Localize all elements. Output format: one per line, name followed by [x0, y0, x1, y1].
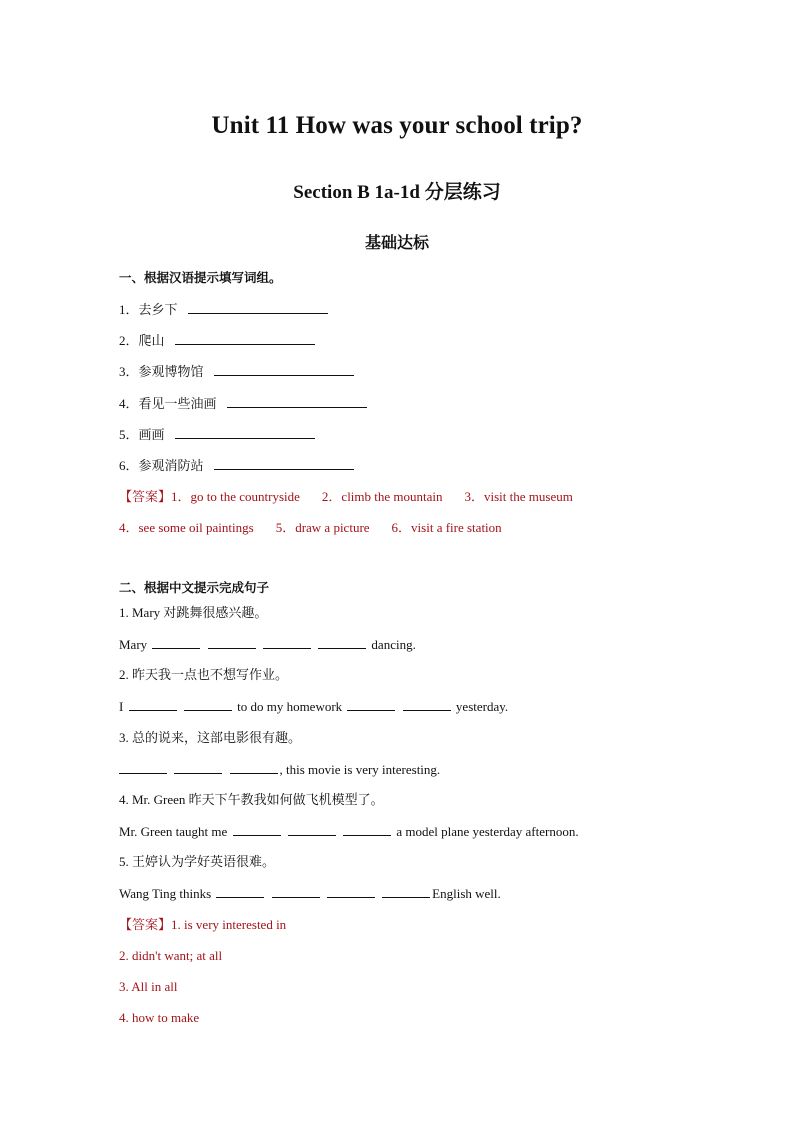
item-prompt: 参观消防站 — [138, 458, 204, 473]
list-item — [119, 332, 315, 349]
answer-text: 1．go to the countryside — [171, 489, 300, 504]
part1-answers-row1 — [119, 489, 573, 505]
answer-tag: 【答案】 — [119, 917, 172, 932]
answer-text: 1. is very interested in — [171, 917, 287, 932]
part2-heading: 二、根据中文提示完成句子 — [119, 581, 270, 595]
answer-blank[interactable] — [327, 885, 375, 898]
answer-tag: 【答案】 — [119, 489, 172, 504]
sentence-prompt: 5. 王婷认为学好英语很难。 — [119, 854, 276, 869]
answer-text: 5．draw a picture — [275, 520, 370, 535]
answer-blank[interactable] — [129, 698, 177, 711]
item-prompt: 参观博物馆 — [138, 364, 204, 379]
answer-blank[interactable] — [347, 698, 395, 711]
part2-answer-2: 2. didn't want; at all — [119, 948, 223, 963]
section-subtitle: Section B 1a-1d 分层练习 — [293, 182, 501, 203]
answer-blank[interactable] — [227, 395, 367, 408]
answer-blank[interactable] — [174, 761, 222, 774]
answer-blank[interactable] — [175, 426, 315, 439]
answer-blank[interactable] — [184, 698, 232, 711]
part1-answers-row2 — [119, 520, 502, 536]
item-prompt: 去乡下 — [138, 302, 178, 317]
sentence-line — [119, 698, 508, 715]
sentence-line — [119, 761, 440, 778]
item-number: 6． — [119, 458, 139, 473]
answer-text: 3．visit the museum — [464, 489, 573, 504]
answer-blank[interactable] — [403, 698, 451, 711]
sentence-text: Mary — [119, 637, 148, 652]
sentence-text: , this movie is very interesting. — [279, 762, 441, 777]
sentence-text: yesterday. — [455, 699, 509, 714]
sentence-text: Mr. Green taught me — [119, 824, 228, 839]
answer-blank[interactable] — [230, 761, 278, 774]
sentence-text: Wang Ting thinks — [119, 886, 212, 901]
answer-blank[interactable] — [288, 823, 336, 836]
answer-blank[interactable] — [318, 636, 366, 649]
page-title: Unit 11 How was your school trip? — [211, 112, 583, 139]
sentence-text: to do my homework — [237, 699, 343, 714]
sentence-prompt: 1. Mary 对跳舞很感兴趣。 — [119, 605, 268, 620]
item-prompt: 画画 — [138, 427, 165, 442]
part2-answer-1 — [119, 917, 286, 933]
answer-blank[interactable] — [272, 885, 320, 898]
item-number: 4． — [119, 396, 139, 411]
answer-blank[interactable] — [233, 823, 281, 836]
answer-blank[interactable] — [382, 885, 430, 898]
item-prompt: 看见一些油画 — [138, 396, 217, 411]
answer-blank[interactable] — [216, 885, 264, 898]
sentence-line — [119, 636, 416, 653]
sentence-prompt: 2. 昨天我一点也不想写作业。 — [119, 667, 289, 682]
answer-blank[interactable] — [119, 761, 167, 774]
sentence-text: a model plane yesterday afternoon. — [396, 824, 579, 839]
part2-answer-4: 4. how to make — [119, 1010, 200, 1025]
item-prompt: 爬山 — [138, 333, 165, 348]
sentence-text: English well. — [432, 886, 501, 901]
sentence-text: dancing. — [371, 637, 416, 652]
item-number: 1． — [119, 302, 139, 317]
answer-blank[interactable] — [188, 301, 328, 314]
sentence-prompt: 4. Mr. Green 昨天下午教我如何做飞机模型了。 — [119, 792, 384, 807]
answer-text: 4．see some oil paintings — [119, 520, 254, 535]
answer-blank[interactable] — [263, 636, 311, 649]
item-number: 2． — [119, 333, 139, 348]
part2-answer-3: 3. All in all — [119, 979, 178, 994]
part1-heading: 一、根据汉语提示填写词组。 — [119, 271, 282, 285]
answer-text: 6．visit a fire station — [391, 520, 502, 535]
answer-blank[interactable] — [214, 363, 354, 376]
answer-blank[interactable] — [343, 823, 391, 836]
list-item — [119, 395, 367, 412]
list-item — [119, 426, 315, 443]
item-number: 5． — [119, 427, 139, 442]
sentence-prompt: 3. 总的说来，这部电影很有趣。 — [119, 730, 302, 745]
sentence-line — [119, 885, 501, 902]
sentence-text: I — [119, 699, 124, 714]
list-item — [119, 301, 328, 318]
answer-blank[interactable] — [208, 636, 256, 649]
level-heading: 基础达标 — [364, 235, 429, 252]
answer-blank[interactable] — [214, 457, 354, 470]
answer-blank[interactable] — [175, 332, 315, 345]
sentence-line — [119, 823, 579, 840]
item-number: 3． — [119, 364, 139, 379]
answer-blank[interactable] — [152, 636, 200, 649]
answer-text: 2．climb the mountain — [321, 489, 443, 504]
list-item — [119, 457, 354, 474]
list-item — [119, 363, 354, 380]
